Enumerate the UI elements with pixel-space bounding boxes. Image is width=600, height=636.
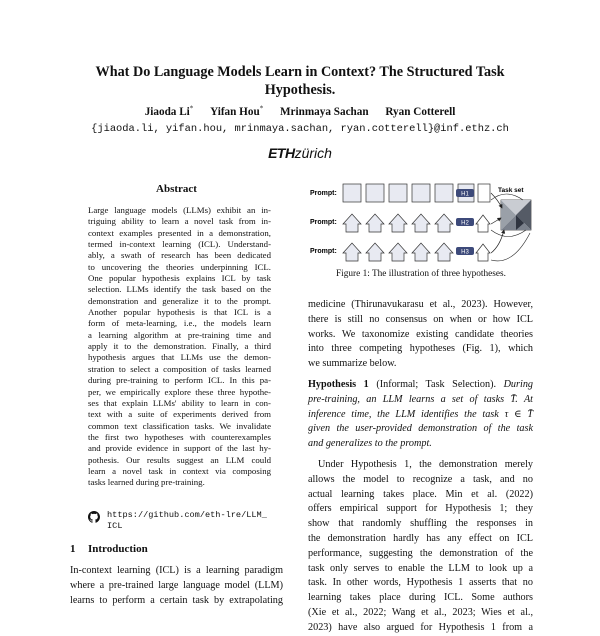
hypothesis-1-label: H1 (461, 191, 469, 198)
abstract-line: ably, a swath of research has been dedicated (88, 250, 271, 261)
abstract-body (88, 205, 271, 489)
hypothesis-3-label: H3 (461, 249, 469, 256)
figure-1-caption: Figure 1: The illustration of three hypotheses. (336, 269, 506, 279)
abstract-line: termed in-context learning (ICL). Understand- (88, 239, 271, 250)
hypothesis-line: inference time, the LLM identifies the task τ ∈ T̄ (308, 408, 533, 420)
abstract-line: common text classification tasks. We invalidate (88, 420, 271, 431)
abstract-line: per, we empirically explore these three hypothe- (88, 386, 271, 397)
abstract-line: ses that explain LLMs' ability to learn in con- (88, 397, 271, 408)
abstract-line: text with a suite of experiments derived from (88, 409, 271, 420)
abstract-line: a learning algorithm at pre-training time and (88, 329, 271, 340)
paper-title (60, 63, 540, 99)
abstract-line: pothesis. Our results suggest an LLM could (88, 454, 271, 465)
body-line: actual learning takes place. Min et al. (2022) (308, 488, 533, 500)
author-4: Ryan Cotterell (385, 105, 456, 118)
abstract-line: demonstration and generalize it to the prompt. (88, 295, 271, 306)
abstract-line: tasks learned during pre-training. (88, 477, 205, 488)
abstract-line: apply it to the demonstration. Finally, a third (88, 341, 271, 352)
eth-zurich-logo: ETHzürich (268, 145, 332, 161)
abstract-line: context examples presented in a demonstration, (88, 227, 271, 238)
body-line: show that randomly shuffling the responses in (308, 518, 533, 530)
body-line: there is still no consensus on when or how ICL (308, 313, 533, 325)
author-list (60, 104, 540, 118)
author-3: Mrinmaya Sachan (280, 105, 369, 118)
hypothesis-line: pre-training, an LLM learns a set of tasks T̄. At (308, 393, 533, 405)
row-3-demonstration (343, 243, 490, 261)
github-url-line-2: ICL (107, 521, 123, 531)
abstract-line: triguing ability to learn a novel task from in- (88, 216, 271, 227)
prompt-label-row-1: Prompt: (310, 190, 337, 197)
row-1-demonstration (343, 184, 490, 202)
abstract-line: One popular hypothesis explains ICL by task (88, 273, 271, 284)
body-line: 2023) have also argued for Hypothesis 1 from a (308, 621, 533, 633)
abstract-line: and provide evidence in support of the last hy- (88, 443, 271, 454)
body-line: medicine (Thirunavukarasu et al., 2023). However, (308, 299, 533, 310)
intro-line: learns to perform a certain task by extrapolating (70, 594, 283, 606)
abstract-line: to uncovering the theories underpinning ICL. (88, 261, 271, 272)
prompt-label-row-3: Prompt: (310, 248, 337, 255)
github-url-line-1: https://github.com/eth-lre/LLM_ (107, 510, 267, 520)
abstract-line: stration to select a composition of tasks learned (88, 363, 271, 374)
task-set-square (501, 200, 531, 230)
author-1: Jiaoda Li* (144, 104, 194, 118)
abstract-line: learn a novel task in context via composing (88, 465, 271, 476)
abstract-line: during pre-training to perform ICL. In this pa- (88, 375, 271, 386)
body-line: (Xie et al., 2022; Wang et al., 2023; Wies et al., (308, 606, 533, 618)
section-heading-introduction (70, 543, 148, 555)
prompt-label-row-2: Prompt: (310, 219, 337, 226)
section-title: Introduction (88, 543, 148, 555)
hypothesis-2-label: H2 (461, 220, 469, 227)
github-link[interactable] (88, 510, 278, 532)
abstract-line: form of meta-learning, i.e., the models learn (88, 318, 271, 329)
paper-title-line-2: Hypothesis. (264, 82, 336, 98)
body-line: learning takes place during ICL. Some authors (308, 592, 533, 604)
body-line: we summarize below. (308, 358, 397, 370)
hypotheses-diagram (308, 178, 534, 270)
hypothesis-1-statement: Hypothesis 1 (Informal; Task Selection). During (308, 378, 534, 390)
row-2-demonstration (343, 214, 490, 232)
figure-1-hypotheses (308, 178, 534, 270)
right-column-body (308, 298, 533, 636)
body-line: allows the model to recognize a task, and no (308, 473, 533, 485)
body-line: Under Hypothesis 1, the demonstration merely (318, 458, 533, 470)
body-line: performance, suggesting the demonstration of the (308, 547, 533, 559)
body-line: the demonstration hardly has any effect on ICL (308, 532, 533, 544)
abstract-line: hypothesis argues that LLMs use the demon- (88, 352, 271, 363)
task-set-label: Task set (498, 187, 524, 194)
intro-line: where a pre-trained large language model (LLM) (70, 579, 283, 591)
author-2: Yifan Hou* (210, 104, 264, 118)
abstract-line: Large language models (LLMs) exhibit an in- (88, 205, 271, 215)
paper-title-line-1: What Do Language Models Learn in Context? The Structured Task (95, 64, 505, 80)
hypothesis-line: and generalizes to the prompt. (308, 438, 432, 450)
abstract-line: the first two hypotheses with counterexamples (88, 431, 271, 442)
hypothesis-line: given the user-provided demonstration of the task (308, 423, 533, 435)
github-icon (88, 511, 100, 523)
body-line: task. In other words, Hypothesis 1 asserts that no (308, 577, 533, 589)
abstract-heading: Abstract (156, 183, 197, 195)
body-line: into three competing hypotheses (Fig. 1), which (308, 343, 533, 355)
section-number: 1 (70, 543, 76, 555)
body-line: works. We taxonomize existing candidate theories (308, 328, 533, 340)
intro-line: In-context learning (ICL) is a learning paradigm (70, 565, 283, 576)
author-emails: {jiaoda.li, yifan.hou, mrinmaya.sachan, ryan.cotterell}@inf.ethz.ch (91, 123, 509, 135)
body-line: task only serves to enable the LLM to look up a (308, 562, 533, 574)
body-line: offers empirical support for Hypothesis 1; they (308, 503, 533, 515)
abstract-line: selection. LLMs identify the task based on the (88, 284, 271, 295)
introduction-body (70, 564, 283, 608)
abstract-line: Another popular hypothesis is that ICL is a (88, 307, 271, 318)
